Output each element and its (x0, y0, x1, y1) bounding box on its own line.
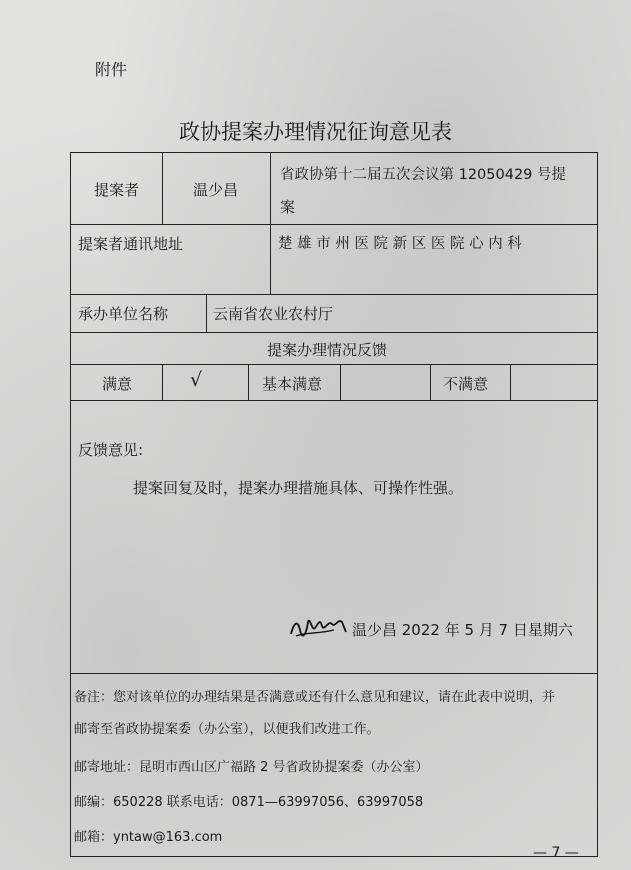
address-label: 提案者通讯地址 (78, 235, 184, 253)
proposal-number-line1: 省政协第十二届五次会议第 12050429 号提 (280, 167, 567, 183)
mail-address: 邮寄地址：昆明市西山区广福路 2 号省政协提案委（办公室） (74, 760, 429, 775)
satisfied-label: 满意 (102, 375, 133, 393)
col-divider (510, 364, 511, 400)
unit-value: 云南省农业农村厅 (213, 305, 334, 323)
col-divider (162, 152, 163, 224)
col-divider (430, 364, 431, 400)
table-border-left (70, 152, 71, 857)
attachment-label: 附件 (95, 60, 128, 79)
row-divider (70, 364, 598, 365)
note-line-1: 备注：您对该单位的办理结果是否满意或还有什么意见和建议，请在此表中说明，并 (74, 690, 556, 705)
signature-date: 温少昌 2022 年 5 月 7 日星期六 (352, 621, 573, 639)
table-border-top (70, 152, 598, 153)
opinion-label: 反馈意见: (78, 441, 144, 459)
row-divider (70, 673, 598, 674)
page-number: — 7 — (533, 845, 579, 861)
col-divider (206, 294, 207, 332)
satisfied-check-mark: √ (190, 369, 203, 391)
email-line: 邮箱：yntaw@163.com (74, 830, 223, 845)
table-border-right (597, 152, 598, 857)
feedback-header: 提案办理情况反馈 (267, 341, 388, 359)
proposer-label: 提案者 (94, 181, 140, 199)
proposer-name: 温少昌 (193, 181, 239, 199)
form-title: 政协提案办理情况征询意见表 (179, 120, 452, 144)
table-border-bottom (70, 856, 598, 857)
col-divider (340, 364, 341, 400)
row-divider (70, 224, 598, 225)
basic-satisfied-label: 基本满意 (262, 375, 323, 393)
col-divider (162, 364, 163, 400)
row-divider (70, 332, 598, 333)
unit-label: 承办单位名称 (78, 305, 169, 323)
proposal-number-line2: 案 (280, 198, 296, 216)
row-divider (70, 400, 598, 401)
opinion-text: 提案回复及时，提案办理措施具体、可操作性强。 (133, 479, 464, 497)
handwritten-signature (288, 612, 350, 640)
col-divider (270, 152, 271, 294)
unsatisfied-label: 不满意 (443, 375, 489, 393)
postcode-phone: 邮编：650228 联系电话：0871—63997056、63997058 (74, 795, 424, 810)
col-divider (248, 364, 249, 400)
address-value: 楚 雄 市 州 医 院 新 区 医 院 心 内 科 (278, 236, 522, 252)
row-divider (70, 294, 598, 295)
note-line-2: 邮寄至省政协提案委（办公室），以便我们改进工作。 (74, 722, 380, 737)
